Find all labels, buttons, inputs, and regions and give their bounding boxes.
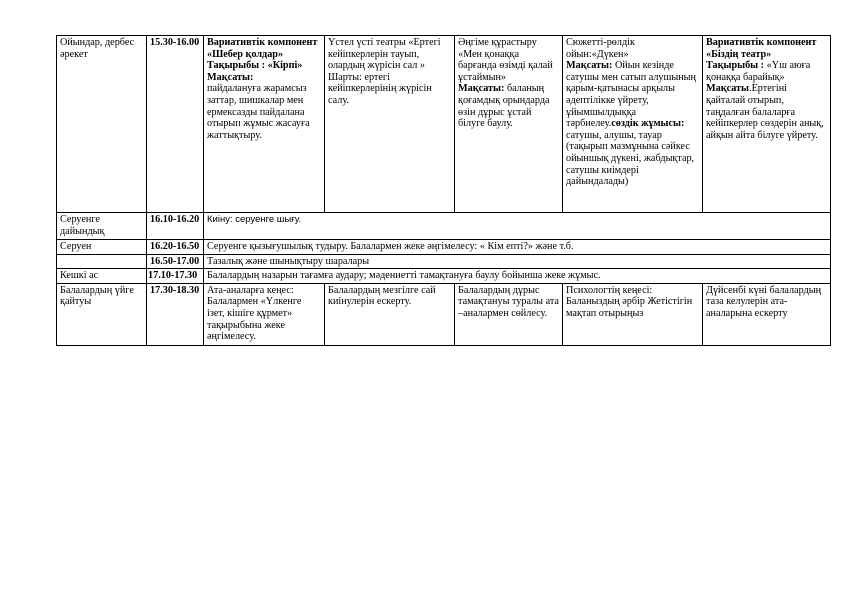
monday-cell: Вариативтік компонент «Шебер қолдар» Тақырыбы : «Кірпі» Мақсаты: пайдалануға жарамсыз заттар, шишкалар мен ермексазды пайдалана отырып жұмыс жасауға жаттықтыру.	[204, 36, 325, 213]
activity-cell	[57, 254, 147, 269]
merged-cell: Серуенге қызығушылық тудыру. Балалармен жеке әңгімелесу: « Кім епті?» және т.б.	[204, 240, 831, 255]
friday-cell: Вариативтік компонент «Біздің театр» Тақырыбы : «Үш аюға қонаққа барайық» Мақсаты.Ертегіні қайталай отырып, таңдалған балаларға кейіпкерлер сөздерін анық, айқын айта білуге үйрету.	[703, 36, 831, 213]
activity-cell: Серуенге дайындық	[57, 213, 147, 240]
table-row-dinner	[57, 269, 831, 284]
time-cell: 16.20-16.50	[147, 240, 204, 255]
activity-cell: Балалардың үйге қайтуы	[57, 283, 147, 345]
activity-cell: Кешкі ас	[57, 269, 147, 284]
merged-cell: Балалардың назарын тағамға аудару; мәдениетті тамақтануға баулу бойынша жеке жұмыс.	[204, 269, 831, 284]
thursday-cell: Психологтің кеңесі: Баланыздың әрбір Жетістігін мақтап отырыңыз	[563, 283, 703, 345]
time-cell: 16.50-17.00	[147, 254, 204, 269]
table-row-prep	[57, 213, 831, 240]
time-cell: 17.30-18.30	[147, 283, 204, 345]
thursday-cell: Сюжетті-рөлдік ойын:«Дүкен» Мақсаты: Ойын кезінде сатушы мен сатып алушының қарым-қатынасы арқылы әдептілікке үйрету, ұйымшылдыққа тәрбиелеу.сөздік жұмысы: сатушы, алушы, тауар (тақырып мазмұнына сәйкес ойыншық дүкені, жабдықтар, сатушы киімдері дайындалады)	[563, 36, 703, 213]
wednesday-cell: Әңгіме құрастыру «Мен қонаққа барғанда өзімді қалай ұстаймын» Мақсаты: баланың қоғамдық орындарда өзін дұрыс ұстай білуге баулу.	[455, 36, 563, 213]
schedule-table	[56, 35, 831, 346]
merged-cell: Киіну: серуенге шығу.	[204, 213, 831, 240]
activity-cell: Серуен	[57, 240, 147, 255]
time-cell: 17.10-17.30	[147, 269, 204, 284]
activity-cell: Ойындар, дербес әрекет	[57, 36, 147, 213]
monday-cell: Ата-аналарға кеңес: Балалармен «Үлкенге ізет, кішіге құрмет» тақырыбына жеке әңгімелесу.	[204, 283, 325, 345]
friday-cell: Дүйсенбі күні балалардың таза келулерін ата-аналарына ескерту	[703, 283, 831, 345]
tuesday-cell: Балалардың мезгілге сай киінулерін ескерту.	[325, 283, 455, 345]
table-row-hygiene	[57, 254, 831, 269]
tuesday-cell: Үстел үсті театры «Ертегі кейіпкерлерін тауып, олардың жүрісін сал » Шарты: ертегі кейіпкерлерінің жүрісін салу.	[325, 36, 455, 213]
table-row-walk	[57, 240, 831, 255]
table-row-games	[57, 36, 831, 213]
time-cell: 16.10-16.20	[147, 213, 204, 240]
time-cell: 15.30-16.00	[147, 36, 204, 213]
merged-cell: Тазалық және шынықтыру шаралары	[204, 254, 831, 269]
table-row-home	[57, 283, 831, 345]
wednesday-cell: Балалардың дұрыс тамақтануы туралы ата –аналармен сөйлесу.	[455, 283, 563, 345]
